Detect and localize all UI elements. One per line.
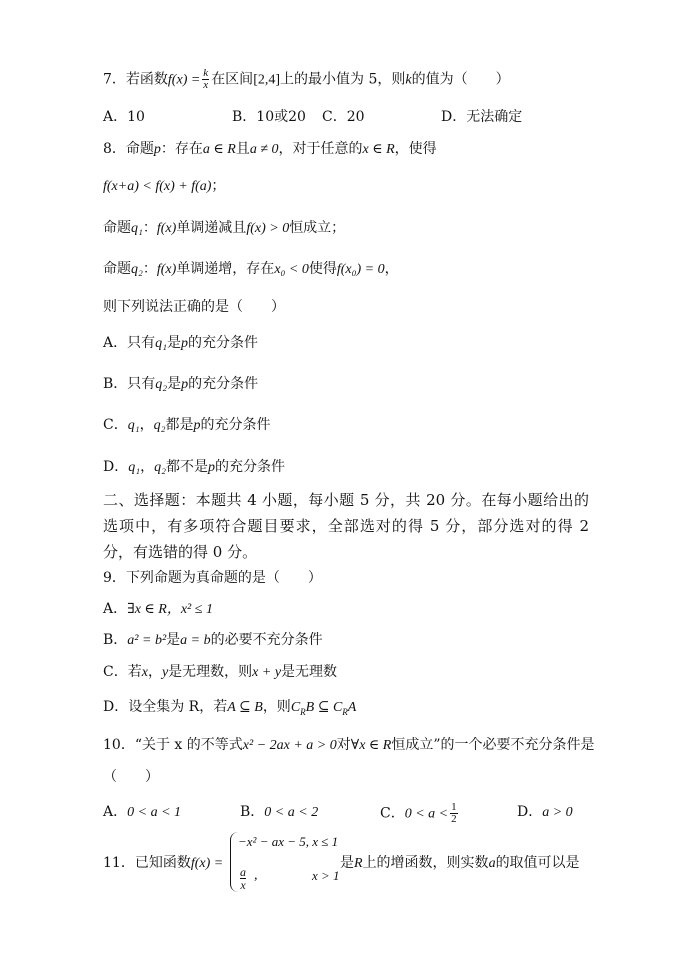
q1-text: 单调递减且 (176, 220, 247, 236)
q2-text: 单调递增，存在 (176, 261, 275, 277)
q8-option-c (103, 415, 270, 436)
q10-mid: 对 (336, 737, 351, 753)
q1-colon: ： (142, 220, 157, 236)
q9b-math1: a² = b² (127, 633, 167, 648)
q8-cond2: a ≠ 0 (249, 142, 279, 157)
q8-cond3: x ∈ R (362, 142, 395, 157)
q10-post: 恒成立”的一个必要不充分条件是 (391, 737, 595, 753)
q8c-var: q₁ (127, 418, 140, 433)
q8b-var: q₂ (155, 377, 168, 392)
q9c-x: x (141, 665, 148, 680)
q8-option-a (103, 333, 258, 354)
q10-ineq: x² − 2ax + a > 0 (242, 738, 337, 753)
q8-ineq-end: ； (211, 178, 226, 194)
q8-ineq: f(x+a) < f(x) + f(a) (103, 179, 212, 194)
q1-fx: f(x) (156, 221, 177, 236)
q10-option-d (517, 802, 573, 823)
q2-text2: 使得 (308, 261, 337, 277)
q11-fx: f(x) = (190, 856, 224, 871)
q8-option-b (103, 374, 258, 395)
q11-case-1: −x² − ax − 5, x ≤ 1 (238, 834, 339, 849)
q7-option-d: D．无法确定 (441, 109, 523, 125)
q8d-post: 的充分条件 (214, 459, 285, 475)
q7-frac-num: k (203, 67, 209, 79)
q8-p: p (153, 142, 161, 157)
q10-option-b (240, 802, 318, 823)
q8d-var2: q₂ (154, 460, 166, 475)
q8c-p: p (193, 418, 201, 433)
q8c-pre: C． (103, 417, 128, 433)
q7-post: 的值为（ ） (411, 71, 510, 88)
q2-end: ， (384, 261, 399, 277)
q11-r: R (354, 856, 363, 871)
q2-colon: ： (142, 261, 157, 277)
q9d-pre: D．设全集为 R，若 (103, 699, 228, 715)
q1-end: 恒成立； (289, 220, 346, 236)
q7-option-b: B．10或20 (232, 109, 306, 125)
q10c-den: 2 (451, 813, 457, 825)
q11-case2-num: a (240, 865, 246, 879)
q9d-mid: ，则 (262, 699, 291, 715)
q7-fraction (202, 68, 209, 91)
q9-option-c (103, 662, 337, 683)
q8a-var: q₁ (155, 336, 167, 351)
q9a-pre: A． (103, 601, 128, 617)
q8b-mid: 是 (167, 376, 182, 392)
q9d-comp-sub: R (300, 706, 306, 717)
q11-post2: 上的增函数，则实数 (362, 855, 489, 871)
question-8-stem (103, 139, 437, 160)
q1-label: 命题 (103, 220, 131, 236)
q9d-comp-var2: A (347, 700, 357, 715)
q7-frac-den: x (203, 79, 209, 91)
q9d-comp: C (290, 700, 301, 715)
q10b-label: B． (240, 804, 265, 820)
q8a-p: p (181, 336, 188, 351)
q8-mid3: ，对于任意的 (278, 141, 363, 157)
q11-tail (340, 853, 580, 874)
question-9-stem: 9．下列命题为真命题的是（ ） (103, 570, 322, 586)
q7-option-c: C．20 (322, 109, 365, 125)
q9b-mid: 是 (166, 632, 181, 648)
q8b-p: p (181, 377, 189, 392)
q10a-label: A． (103, 804, 128, 820)
q9c-y: y (161, 665, 169, 680)
q11-a: a (488, 856, 496, 871)
q8-cond1: a ∈ R (202, 142, 236, 157)
q2-cond: x₀ < 0 (274, 262, 309, 277)
q7-mid1: 在区间 (211, 71, 254, 88)
q10d-label: D． (517, 804, 543, 820)
q8c-mid2: 都是 (165, 417, 194, 433)
q9c-mid: 是无理数，则 (168, 664, 253, 680)
q8-inequality (103, 176, 225, 197)
q8c-post: 的充分条件 (200, 417, 271, 433)
q11-case-2-condition: x > 1 (312, 868, 340, 883)
q9b-post: 的必要不充分条件 (210, 632, 323, 648)
q9d-subset: A ⊆ B (227, 700, 263, 715)
q11-case-2-fraction (240, 866, 246, 891)
q8d-mid: ， (140, 459, 155, 475)
q9c-comma: ， (147, 664, 162, 680)
q9c-sum: x + y (252, 665, 282, 680)
q2-label: 命题 (103, 261, 131, 277)
q10c-label: C． (380, 805, 405, 822)
q8c-mid: ， (139, 417, 154, 433)
q8d-mid2: 都不是 (165, 459, 208, 475)
q8-option-d (103, 457, 285, 478)
q10c-fraction (450, 802, 458, 825)
q7-interval: [2,4] (253, 72, 281, 88)
q1-var: q₁ (131, 221, 143, 236)
q11-case-2-comma: , (254, 868, 258, 883)
q8b-post: 的充分条件 (188, 376, 259, 392)
q10-option-a (103, 802, 181, 823)
q1-cond: f(x) > 0 (246, 221, 290, 236)
q9d-comp-sub2: R (342, 706, 348, 717)
q9-option-d (103, 697, 356, 722)
q8a-post: 的充分条件 (188, 335, 258, 351)
q8-proposition-q1 (103, 218, 345, 239)
q10a-math: 0 < a < 1 (127, 805, 182, 820)
q9a-math: ∃x ∈ R，x² ≤ 1 (127, 602, 213, 617)
q8a-pre: A．只有 (103, 335, 156, 351)
q10-forall: ∀x ∈ R (350, 738, 392, 753)
q10c-math: 0 < a < (404, 806, 449, 822)
q8-ask: 则下列说法正确的是（ ） (103, 299, 285, 315)
q8-proposition-q2 (103, 259, 399, 280)
question-7-stem (103, 68, 510, 91)
q2-var: q₂ (131, 262, 143, 277)
q10-option-c (380, 802, 460, 825)
q11-case2-den: x (240, 878, 246, 892)
q8d-var: q₁ (128, 460, 141, 475)
q8d-p: p (207, 460, 215, 475)
q11-post3: 的取值可以是 (495, 855, 580, 871)
q10-paren: （ ） (103, 769, 159, 785)
q9-option-b (103, 630, 323, 651)
q11-post1: 是 (340, 855, 354, 871)
q9c-pre: C．若 (103, 664, 142, 680)
question-11-lead (103, 853, 223, 874)
q10d-math: a > 0 (542, 805, 573, 820)
q2-fx: f(x) (156, 262, 177, 277)
q8d-pre: D． (103, 459, 129, 475)
q8-pre: 8．命题 (103, 141, 154, 157)
q9d-comp2: C (332, 700, 343, 715)
q7-var: k (405, 72, 412, 88)
q9d-comp-var: B ⊆ (305, 700, 333, 715)
q8a-mid: 是 (167, 335, 181, 351)
q2-eq: f(x₀) = 0 (336, 262, 385, 277)
q8-post: ，使得 (394, 141, 437, 157)
q10c-num: 1 (451, 801, 457, 813)
q9c-post: 是无理数 (281, 664, 338, 680)
q8b-pre: B．只有 (103, 376, 156, 392)
q8c-var2: q₂ (153, 418, 166, 433)
q9b-math2: a = b (180, 633, 211, 648)
q7-option-a: A．10 (103, 109, 145, 125)
section-2-instructions: 二、选择题：本题共 4 小题，每小题 5 分，共 20 分。在每小题给出的选项中，有多项符合题目要求，全部选对的得 5 分，部分选对的得 2 分，有选错的得 0 分。 (103, 491, 589, 561)
q7-mid2: 上的最小值为 5，则 (280, 71, 406, 88)
question-10-stem (103, 735, 595, 756)
q7-pre: 7．若函数 (103, 71, 168, 88)
q8-mid2: 且 (235, 141, 250, 157)
q9b-pre: B． (103, 632, 128, 648)
q10-pre: 10．“关于 x 的不等式 (103, 737, 243, 753)
q7-function: f(x) = (167, 72, 201, 88)
q9-option-a (103, 599, 213, 620)
q11-pre: 11．已知函数 (103, 855, 191, 871)
q8-mid: ：存在 (160, 141, 203, 157)
q10b-math: 0 < a < 2 (264, 805, 319, 820)
